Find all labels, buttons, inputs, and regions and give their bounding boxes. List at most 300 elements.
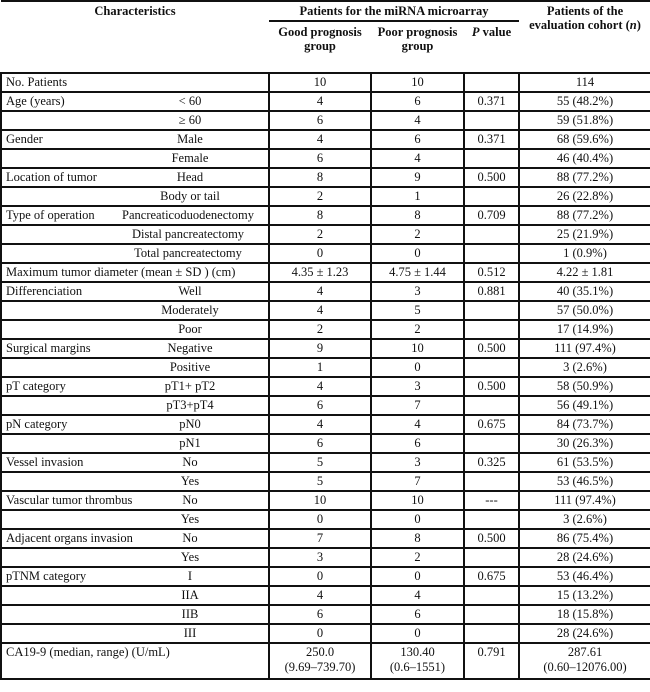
characteristic-label: Adjacent organs invasion [6, 531, 133, 545]
characteristic-subcategory: pN0 [179, 417, 201, 431]
characteristic-subcategory: Well [178, 284, 202, 298]
cohort-cell-value: 88 (77.2%) [556, 170, 614, 184]
characteristic-subcategory: Yes [180, 474, 200, 488]
good-prognosis-cell [269, 301, 371, 320]
good-prognosis-cell-value: 0 [316, 512, 324, 526]
poor-prognosis-cell-value: 1 [414, 189, 421, 203]
table-row [1, 92, 650, 111]
poor-prognosis-cell-value: 0 [414, 626, 421, 640]
cohort-cell-value: 68 (59.6%) [556, 132, 614, 146]
poor-prognosis-cell-value: 3 [414, 379, 421, 393]
cohort-cell [519, 472, 650, 491]
characteristic-label: Age (years) [6, 94, 65, 108]
cohort-cell [519, 244, 650, 263]
good-prognosis-cell [269, 263, 371, 282]
good-prognosis-cell-value: 6 [316, 113, 324, 127]
cohort-cell-value: 40 (35.1%) [556, 284, 614, 298]
good-prognosis-cell-value: 0 [316, 626, 324, 640]
p-value-cell [464, 320, 519, 339]
characteristic-subcategory: No [182, 455, 198, 469]
characteristic-subcategory: Distal pancreatectomy [131, 227, 245, 241]
p-value-cell [464, 415, 519, 434]
good-prognosis-cell [269, 320, 371, 339]
characteristic-subcategory: Yes [180, 512, 200, 526]
table-row [1, 510, 650, 529]
poor-prognosis-cell-value: 6 [414, 132, 421, 146]
poor-prognosis-cell [371, 187, 464, 206]
poor-prognosis-cell [371, 643, 464, 679]
cohort-cell [519, 92, 650, 111]
cohort-cell-value: 28 (24.6%) [556, 550, 614, 564]
characteristic-subcategory: Male [177, 132, 203, 146]
cohort-cell-value: 84 (73.7%) [556, 417, 614, 431]
cohort-cell [519, 149, 650, 168]
characteristic-cell [1, 244, 269, 263]
characteristic-cell [1, 339, 269, 358]
p-value-cell-value: 0.881 [477, 284, 506, 298]
p-value-cell [464, 491, 519, 510]
characteristic-subcategory: No [182, 493, 198, 507]
p-value-cell-value: 0.512 [477, 265, 506, 279]
characteristic-subcategory: pT1+ pT2 [164, 379, 216, 393]
good-prognosis-cell-value: 4 [316, 284, 324, 298]
table-row [1, 529, 650, 548]
cohort-cell-value: 111 (97.4%) [554, 341, 616, 355]
p-value-cell [464, 301, 519, 320]
cohort-cell-value: 30 (26.3%) [556, 436, 614, 450]
poor-prognosis-cell [371, 149, 464, 168]
cohort-cell [519, 548, 650, 567]
cohort-cell [519, 434, 650, 453]
poor-prognosis-cell-value: 10 [411, 341, 424, 355]
characteristic-cell [1, 149, 269, 168]
header-good-prognosis: Good prognosis group [278, 25, 362, 53]
header-microarray-group: Patients for the miRNA microarray [269, 1, 519, 21]
poor-prognosis-cell-value: 2 [414, 550, 421, 564]
table-row [1, 586, 650, 605]
cohort-cell [519, 206, 650, 225]
p-value-cell-value: 0.325 [477, 455, 506, 469]
good-prognosis-cell [269, 206, 371, 225]
characteristic-cell [1, 130, 269, 149]
p-value-cell-value: 0.500 [477, 170, 506, 184]
good-prognosis-cell-value: 4 [316, 303, 324, 317]
table-row [1, 377, 650, 396]
header-cohort: Patients of the evaluation cohort (n) [519, 1, 650, 73]
cohort-cell [519, 301, 650, 320]
characteristic-label: Vascular tumor thrombus [6, 493, 133, 507]
good-prognosis-cell-value: 6 [316, 398, 324, 412]
cohort-cell-value: 59 (51.8%) [556, 113, 614, 127]
characteristic-label: Gender [6, 132, 43, 146]
poor-prognosis-cell-value: 4 [414, 588, 421, 602]
good-prognosis-cell [269, 491, 371, 510]
poor-prognosis-cell [371, 453, 464, 472]
p-value-cell [464, 548, 519, 567]
good-prognosis-cell-value: 4 [316, 132, 324, 146]
good-prognosis-cell-value: 2 [316, 227, 324, 241]
p-value-cell-value: 0.371 [477, 94, 506, 108]
table-row [1, 472, 650, 491]
table-row [1, 320, 650, 339]
good-prognosis-cell-value: 250.0 [305, 645, 335, 659]
good-prognosis-cell [269, 358, 371, 377]
characteristic-subcategory: IIA [181, 588, 199, 602]
good-prognosis-cell-value: 4.35 ± 1.23 [291, 265, 349, 279]
good-prognosis-cell-value: 0 [316, 246, 324, 260]
table-row [1, 339, 650, 358]
characteristic-subcategory: pN1 [179, 436, 201, 450]
good-prognosis-cell [269, 586, 371, 605]
good-prognosis-cell-value: 4 [316, 94, 324, 108]
characteristic-cell [1, 529, 269, 548]
good-prognosis-cell [269, 149, 371, 168]
characteristic-cell [1, 320, 269, 339]
characteristic-label: Maximum tumor diameter (mean ± SD ) (cm) [6, 265, 236, 279]
poor-prognosis-cell-value: 5 [414, 303, 421, 317]
poor-prognosis-cell [371, 567, 464, 586]
p-value-cell [464, 187, 519, 206]
characteristic-subcategory: No [182, 531, 198, 545]
good-prognosis-cell-range: (9.69–739.70) [284, 660, 356, 674]
poor-prognosis-cell-value: 2 [414, 227, 421, 241]
p-value-cell [464, 605, 519, 624]
good-prognosis-cell [269, 282, 371, 301]
cohort-cell [519, 643, 650, 679]
p-value-cell [464, 111, 519, 130]
poor-prognosis-cell [371, 301, 464, 320]
header-poor-prognosis: Poor prognosis group [377, 25, 458, 53]
p-value-cell-value: --- [485, 493, 498, 507]
good-prognosis-cell [269, 111, 371, 130]
p-value-cell-value: 0.709 [477, 208, 506, 222]
poor-prognosis-cell [371, 586, 464, 605]
cohort-cell-value: 53 (46.5%) [556, 474, 614, 488]
characteristic-cell [1, 282, 269, 301]
table-row [1, 206, 650, 225]
table-row [1, 396, 650, 415]
p-value-cell-value: 0.500 [477, 531, 506, 545]
good-prognosis-cell-value: 6 [316, 436, 324, 450]
p-value-cell [464, 206, 519, 225]
characteristic-cell [1, 510, 269, 529]
cohort-cell-value: 3 (2.6%) [563, 360, 607, 374]
poor-prognosis-cell-value: 10 [411, 75, 424, 89]
good-prognosis-cell-value: 2 [316, 322, 324, 336]
cohort-cell [519, 187, 650, 206]
poor-prognosis-cell [371, 377, 464, 396]
characteristic-subcategory: I [187, 569, 193, 583]
cohort-cell-value: 17 (14.9%) [556, 322, 614, 336]
table-body [1, 73, 650, 679]
table-row [1, 244, 650, 263]
cohort-cell-value: 111 (97.4%) [554, 493, 616, 507]
poor-prognosis-cell-value: 7 [414, 474, 421, 488]
table-row [1, 187, 650, 206]
p-value-cell-value: 0.500 [477, 379, 506, 393]
poor-prognosis-cell-value: 2 [414, 322, 421, 336]
good-prognosis-cell [269, 187, 371, 206]
cohort-cell [519, 339, 650, 358]
good-prognosis-cell [269, 548, 371, 567]
characteristic-cell [1, 168, 269, 187]
poor-prognosis-cell [371, 168, 464, 187]
poor-prognosis-cell [371, 92, 464, 111]
cohort-cell-value: 18 (15.8%) [556, 607, 614, 621]
characteristic-cell [1, 491, 269, 510]
characteristic-subcategory: pT3+pT4 [166, 398, 214, 412]
p-value-cell [464, 358, 519, 377]
cohort-cell [519, 415, 650, 434]
p-value-cell [464, 339, 519, 358]
characteristic-cell [1, 206, 269, 225]
poor-prognosis-cell [371, 605, 464, 624]
table-row [1, 111, 650, 130]
p-value-cell [464, 510, 519, 529]
poor-prognosis-cell-value: 8 [414, 531, 421, 545]
good-prognosis-cell-value: 6 [316, 607, 324, 621]
p-value-cell [464, 149, 519, 168]
characteristic-cell [1, 567, 269, 586]
poor-prognosis-cell-value: 4 [414, 417, 421, 431]
good-prognosis-cell-value: 8 [316, 170, 324, 184]
good-prognosis-cell-value: 4 [316, 588, 324, 602]
good-prognosis-cell [269, 130, 371, 149]
characteristic-subcategory: Negative [167, 341, 213, 355]
good-prognosis-cell [269, 225, 371, 244]
characteristic-cell [1, 187, 269, 206]
cohort-cell-range: (0.60–12076.00) [543, 660, 627, 674]
p-value-cell-value: 0.500 [477, 341, 506, 355]
poor-prognosis-cell [371, 130, 464, 149]
cohort-cell [519, 130, 650, 149]
good-prognosis-cell [269, 529, 371, 548]
poor-prognosis-cell-value: 0 [414, 512, 421, 526]
characteristic-subcategory: ≥ 60 [178, 113, 202, 127]
p-value-cell [464, 624, 519, 643]
cohort-cell [519, 510, 650, 529]
cohort-cell-value: 287.61 [567, 645, 603, 659]
p-value-cell [464, 244, 519, 263]
table-row [1, 491, 650, 510]
table-row [1, 643, 650, 679]
poor-prognosis-cell-value: 4 [414, 113, 421, 127]
cohort-cell [519, 282, 650, 301]
characteristic-label: Type of operation [6, 208, 95, 222]
cohort-cell-value: 3 (2.6%) [563, 512, 607, 526]
characteristic-cell [1, 73, 269, 92]
good-prognosis-cell [269, 453, 371, 472]
poor-prognosis-cell-value: 0 [414, 246, 421, 260]
good-prognosis-cell [269, 339, 371, 358]
poor-prognosis-cell [371, 263, 464, 282]
good-prognosis-cell [269, 168, 371, 187]
characteristic-label: Differenciation [6, 284, 83, 298]
poor-prognosis-cell [371, 73, 464, 92]
characteristic-cell [1, 643, 269, 679]
p-value-cell [464, 434, 519, 453]
poor-prognosis-cell [371, 111, 464, 130]
p-value-cell [464, 282, 519, 301]
characteristic-subcategory: Body or tail [160, 189, 220, 203]
characteristic-subcategory: Yes [180, 550, 200, 564]
characteristic-cell [1, 415, 269, 434]
characteristic-cell [1, 586, 269, 605]
table-row [1, 358, 650, 377]
p-value-cell [464, 472, 519, 491]
poor-prognosis-cell [371, 624, 464, 643]
cohort-cell-value: 46 (40.4%) [556, 151, 614, 165]
p-value-cell [464, 643, 519, 679]
poor-prognosis-cell-value: 8 [414, 208, 421, 222]
table-row [1, 282, 650, 301]
p-value-cell [464, 567, 519, 586]
characteristic-cell [1, 92, 269, 111]
cohort-cell [519, 377, 650, 396]
poor-prognosis-cell [371, 339, 464, 358]
good-prognosis-cell [269, 377, 371, 396]
cohort-cell-value: 61 (53.5%) [556, 455, 614, 469]
cohort-cell [519, 358, 650, 377]
p-value-cell-value: 0.675 [477, 417, 506, 431]
characteristic-subcategory: Moderately [161, 303, 219, 317]
cohort-cell-value: 53 (46.4%) [556, 569, 614, 583]
characteristic-cell [1, 225, 269, 244]
poor-prognosis-cell [371, 472, 464, 491]
cohort-cell [519, 567, 650, 586]
characteristic-subcategory: III [183, 626, 197, 640]
p-value-cell [464, 377, 519, 396]
cohort-cell-value: 26 (22.8%) [556, 189, 614, 203]
cohort-cell-value: 1 (0.9%) [563, 246, 607, 260]
p-value-cell [464, 130, 519, 149]
p-value-cell [464, 586, 519, 605]
characteristic-subcategory: < 60 [178, 94, 202, 108]
p-value-cell-value: 0.675 [477, 569, 506, 583]
characteristic-cell [1, 263, 269, 282]
characteristic-label: pT category [6, 379, 66, 393]
characteristic-label: Location of tumor [6, 170, 97, 184]
table-row [1, 624, 650, 643]
cohort-cell [519, 111, 650, 130]
good-prognosis-cell [269, 244, 371, 263]
cohort-cell-value: 55 (48.2%) [556, 94, 614, 108]
table-row [1, 149, 650, 168]
poor-prognosis-cell-range: (0.6–1551) [389, 660, 446, 674]
good-prognosis-cell [269, 415, 371, 434]
cohort-cell-value: 25 (21.9%) [556, 227, 614, 241]
table-row [1, 567, 650, 586]
poor-prognosis-cell-value: 3 [414, 455, 421, 469]
p-value-cell [464, 73, 519, 92]
characteristic-cell [1, 624, 269, 643]
poor-prognosis-cell-value: 4.75 ± 1.44 [389, 265, 446, 279]
good-prognosis-cell-value: 0 [316, 569, 324, 583]
characteristic-cell [1, 377, 269, 396]
table-row [1, 434, 650, 453]
header-p-value: P value [471, 25, 512, 39]
poor-prognosis-cell [371, 396, 464, 415]
poor-prognosis-cell-value: 6 [414, 607, 421, 621]
cohort-cell-value: 28 (24.6%) [556, 626, 614, 640]
good-prognosis-cell [269, 92, 371, 111]
poor-prognosis-cell [371, 548, 464, 567]
poor-prognosis-cell [371, 415, 464, 434]
table-row [1, 548, 650, 567]
characteristic-cell [1, 472, 269, 491]
cohort-cell [519, 320, 650, 339]
poor-prognosis-cell-value: 10 [411, 493, 424, 507]
poor-prognosis-cell-value: 4 [414, 151, 421, 165]
good-prognosis-cell-value: 10 [313, 493, 327, 507]
cohort-cell-value: 15 (13.2%) [556, 588, 614, 602]
poor-prognosis-cell-value: 130.40 [400, 645, 435, 659]
good-prognosis-cell [269, 73, 371, 92]
table-row [1, 415, 650, 434]
poor-prognosis-cell [371, 491, 464, 510]
good-prognosis-cell [269, 434, 371, 453]
cohort-cell-value: 57 (50.0%) [556, 303, 614, 317]
characteristic-subcategory: Pancreaticoduodenectomy [122, 208, 254, 222]
characteristic-subcategory: IIB [181, 607, 199, 621]
poor-prognosis-cell-value: 3 [414, 284, 421, 298]
poor-prognosis-cell [371, 206, 464, 225]
characteristic-cell [1, 396, 269, 415]
poor-prognosis-cell [371, 529, 464, 548]
table-row [1, 453, 650, 472]
characteristic-label: Surgical margins [6, 341, 91, 355]
cohort-cell [519, 624, 650, 643]
characteristic-subcategory: Total pancreatectomy [134, 246, 242, 260]
characteristic-subcategory: Head [176, 170, 204, 184]
characteristic-cell [1, 548, 269, 567]
characteristic-label: No. Patients [6, 75, 68, 89]
good-prognosis-cell-value: 4 [316, 417, 324, 431]
header-characteristics: Characteristics [1, 1, 269, 73]
good-prognosis-cell-value: 5 [316, 455, 324, 469]
poor-prognosis-cell [371, 358, 464, 377]
cohort-cell [519, 396, 650, 415]
characteristic-cell [1, 453, 269, 472]
poor-prognosis-cell-value: 7 [414, 398, 421, 412]
characteristic-subcategory: Female [171, 151, 209, 165]
good-prognosis-cell-value: 6 [316, 151, 324, 165]
p-value-cell [464, 453, 519, 472]
characteristic-label: Vessel invasion [6, 455, 84, 469]
poor-prognosis-cell [371, 434, 464, 453]
cohort-cell [519, 168, 650, 187]
good-prognosis-cell [269, 643, 371, 679]
poor-prognosis-cell [371, 244, 464, 263]
cohort-cell [519, 225, 650, 244]
cohort-cell [519, 529, 650, 548]
good-prognosis-cell [269, 567, 371, 586]
cohort-cell-value: 4.22 ± 1.81 [556, 265, 614, 279]
table-row [1, 168, 650, 187]
p-value-cell [464, 168, 519, 187]
p-value-cell-value: 0.371 [477, 132, 506, 146]
table-row [1, 130, 650, 149]
poor-prognosis-cell-value: 0 [414, 360, 421, 374]
cohort-cell-value: 114 [575, 75, 595, 89]
poor-prognosis-cell [371, 320, 464, 339]
good-prognosis-cell [269, 605, 371, 624]
cohort-cell-value: 56 (49.1%) [556, 398, 614, 412]
poor-prognosis-cell-value: 6 [414, 436, 421, 450]
poor-prognosis-cell [371, 225, 464, 244]
poor-prognosis-cell [371, 510, 464, 529]
good-prognosis-cell [269, 396, 371, 415]
